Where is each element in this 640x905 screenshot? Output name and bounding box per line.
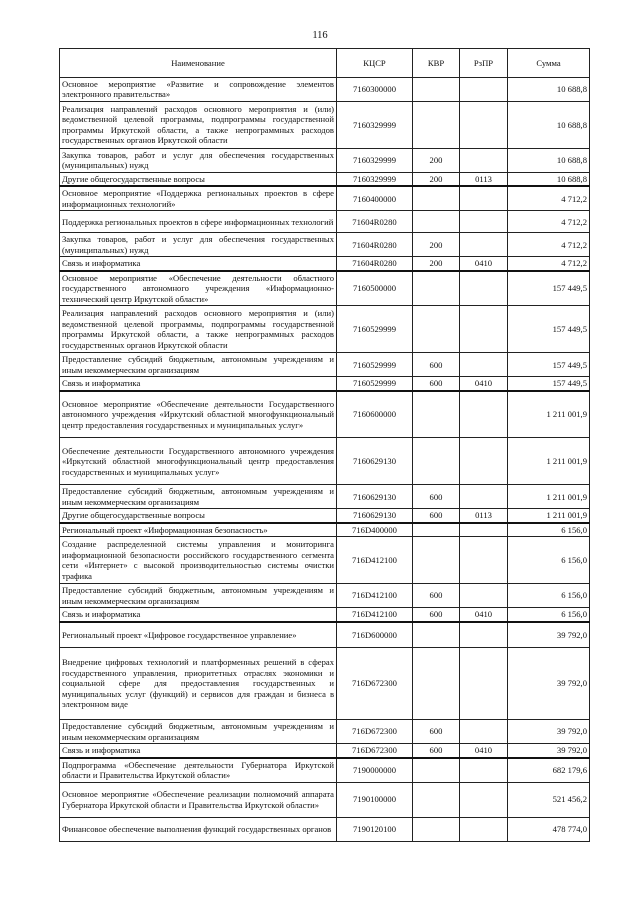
row-sum: 39 792,0 [508,720,590,744]
row-name: Закупка товаров, работ и услуг для обеспечения государственных (муниципальных) нужд [60,148,337,172]
row-rzpr [460,648,508,720]
row-kvr: 600 [413,584,460,608]
row-kvr [413,622,460,648]
row-kcsr: 716D672300 [337,744,413,758]
row-rzpr [460,622,508,648]
row-kvr: 600 [413,377,460,391]
row-sum: 6 156,0 [508,537,590,584]
table-row [60,172,590,186]
row-sum: 157 449,5 [508,353,590,377]
row-name: Закупка товаров, работ и услуг для обеспечения государственных (муниципальных) нужд [60,233,337,257]
row-kcsr: 716D412100 [337,608,413,622]
row-kvr [413,438,460,485]
row-rzpr [460,306,508,353]
table-row [60,148,590,172]
row-rzpr [460,537,508,584]
row-sum: 39 792,0 [508,648,590,720]
table-row [60,78,590,102]
row-rzpr [460,353,508,377]
table-row [60,485,590,509]
row-kvr [413,537,460,584]
row-sum: 4 712,2 [508,211,590,233]
table-row [60,509,590,523]
header-name: Наименование [60,49,337,78]
row-sum: 682 179,6 [508,758,590,782]
row-sum: 6 156,0 [508,523,590,537]
table-row [60,537,590,584]
row-kcsr: 716D672300 [337,648,413,720]
row-sum: 1 211 001,9 [508,438,590,485]
table-row [60,438,590,485]
table-row [60,353,590,377]
table-row [60,211,590,233]
row-kcsr: 7160329999 [337,101,413,148]
row-rzpr [460,720,508,744]
row-name: Основное мероприятие «Развитие и сопровождение элементов электронного правительства» [60,78,337,102]
row-kvr: 600 [413,744,460,758]
table-row [60,377,590,391]
row-rzpr [460,817,508,841]
row-kvr: 200 [413,172,460,186]
row-kvr [413,78,460,102]
row-name: Основное мероприятие «Обеспечение реализации полномочий аппарата Губернатора Иркутской области и Правительства Иркутской области» [60,782,337,817]
table-row [60,233,590,257]
row-name: Основное мероприятие «Обеспечение деятельности областного государственного автономного учреждения «Информационно-технический центр Иркутской области» [60,271,337,306]
row-kcsr: 716D400000 [337,523,413,537]
table-row [60,648,590,720]
row-rzpr: 0410 [460,744,508,758]
row-kvr [413,271,460,306]
row-rzpr [460,391,508,438]
row-kcsr: 71604R0280 [337,257,413,271]
row-name: Другие общегосударственные вопросы [60,172,337,186]
table-header-row [60,49,590,78]
row-name: Реализация направлений расходов основного мероприятия и (или) ведомственной целевой программы, подпрограммы государственной программы Иркутской области, а также непрограммных расходов государственных органов Иркутской области [60,101,337,148]
row-sum: 157 449,5 [508,306,590,353]
table-row [60,758,590,782]
row-kvr [413,186,460,210]
row-kcsr: 716D412100 [337,537,413,584]
row-rzpr: 0113 [460,172,508,186]
row-kvr [413,817,460,841]
row-rzpr [460,271,508,306]
row-name: Создание распределенной системы управления и мониторинга информационной безопасности российского государственного сегмента сети «Интернет» с высокой производительностью системы очистки трафика [60,537,337,584]
row-kvr [413,523,460,537]
row-kvr: 600 [413,720,460,744]
row-kvr: 200 [413,257,460,271]
row-name: Предоставление субсидий бюджетным, автономным учреждениям и иным некоммерческим организациям [60,485,337,509]
row-kcsr: 7160529999 [337,353,413,377]
row-sum: 1 211 001,9 [508,485,590,509]
row-sum: 157 449,5 [508,377,590,391]
row-kcsr: 7160529999 [337,306,413,353]
table-body [60,78,590,842]
table-row [60,523,590,537]
table-row [60,391,590,438]
table-row [60,720,590,744]
row-sum: 6 156,0 [508,584,590,608]
row-rzpr [460,485,508,509]
row-name: Подпрограмма «Обеспечение деятельности Губернатора Иркутской области и Правительства Иркутской области» [60,758,337,782]
table-row [60,306,590,353]
row-kvr: 600 [413,509,460,523]
row-kcsr: 71604R0280 [337,233,413,257]
row-name: Основное мероприятие «Обеспечение деятельности Государственного автономного учреждения «Иркутский областной многофункциональный центр предоставления государственных и муниципальных услуг» [60,391,337,438]
row-kcsr: 7160500000 [337,271,413,306]
row-name: Связь и информатика [60,608,337,622]
row-kcsr: 7160300000 [337,78,413,102]
row-sum: 4 712,2 [508,186,590,210]
row-rzpr [460,523,508,537]
row-name: Связь и информатика [60,744,337,758]
row-sum: 39 792,0 [508,622,590,648]
row-sum: 39 792,0 [508,744,590,758]
row-rzpr [460,211,508,233]
row-name: Предоставление субсидий бюджетным, автономным учреждениям и иным некоммерческим организациям [60,720,337,744]
row-rzpr [460,438,508,485]
row-name: Реализация направлений расходов основного мероприятия и (или) ведомственной целевой программы, подпрограммы государственной программы Иркутской области, а также непрограммных расходов государственных органов Иркутской области [60,306,337,353]
row-sum: 10 688,8 [508,148,590,172]
row-kvr [413,306,460,353]
row-rzpr [460,148,508,172]
table-row [60,744,590,758]
row-rzpr [460,584,508,608]
row-kvr [413,391,460,438]
row-sum: 157 449,5 [508,271,590,306]
table-row [60,622,590,648]
table-row [60,584,590,608]
row-rzpr [460,758,508,782]
row-name: Основное мероприятие «Поддержка региональных проектов в сфере информационных технологий» [60,186,337,210]
row-rzpr [460,101,508,148]
row-sum: 4 712,2 [508,257,590,271]
table-row [60,782,590,817]
row-kcsr: 7160629130 [337,438,413,485]
row-sum: 521 456,2 [508,782,590,817]
row-kcsr: 7160400000 [337,186,413,210]
row-kcsr: 7160529999 [337,377,413,391]
row-sum: 10 688,8 [508,172,590,186]
row-name: Другие общегосударственные вопросы [60,509,337,523]
row-kvr: 200 [413,148,460,172]
row-rzpr [460,233,508,257]
row-kvr: 600 [413,353,460,377]
row-kvr: 600 [413,608,460,622]
row-kcsr: 7160600000 [337,391,413,438]
row-kcsr: 7160629130 [337,509,413,523]
row-sum: 6 156,0 [508,608,590,622]
row-rzpr [460,78,508,102]
row-rzpr [460,782,508,817]
row-kcsr: 7160629130 [337,485,413,509]
row-name: Внедрение цифровых технологий и платформенных решений в сферах государственного управления, приоритетных отраслях экономики и социальной сфере для предоставления государственных и муниципальных услуг (функций) и сервисов для граждан и бизнеса в электронном виде [60,648,337,720]
table-row [60,817,590,841]
row-name: Поддержка региональных проектов в сфере информационных технологий [60,211,337,233]
row-name: Предоставление субсидий бюджетным, автономным учреждениям и иным некоммерческим организациям [60,353,337,377]
row-kcsr: 716D412100 [337,584,413,608]
header-kcsr: КЦСР [337,49,413,78]
table-row [60,186,590,210]
header-kvr: КВР [413,49,460,78]
row-kcsr: 7190100000 [337,782,413,817]
row-sum: 478 774,0 [508,817,590,841]
row-rzpr [460,186,508,210]
row-sum: 1 211 001,9 [508,391,590,438]
row-sum: 4 712,2 [508,233,590,257]
row-kcsr: 7160329999 [337,148,413,172]
row-name: Связь и информатика [60,377,337,391]
row-name: Связь и информатика [60,257,337,271]
row-sum: 10 688,8 [508,101,590,148]
header-sum: Сумма [508,49,590,78]
row-kvr [413,648,460,720]
row-sum: 10 688,8 [508,78,590,102]
page-number: 116 [312,30,328,41]
row-kvr [413,782,460,817]
table-row [60,271,590,306]
row-kcsr: 716D672300 [337,720,413,744]
header-rzpr: РзПР [460,49,508,78]
row-kcsr: 716D600000 [337,622,413,648]
table-row [60,101,590,148]
row-rzpr: 0410 [460,608,508,622]
row-rzpr: 0410 [460,377,508,391]
row-name: Предоставление субсидий бюджетным, автономным учреждениям и иным некоммерческим организациям [60,584,337,608]
row-kvr [413,758,460,782]
row-rzpr: 0113 [460,509,508,523]
row-name: Обеспечение деятельности Государственного автономного учреждения «Иркутский областной многофункциональный центр предоставления государственных и муниципальных услуг» [60,438,337,485]
row-kvr: 600 [413,485,460,509]
row-name: Финансовое обеспечение выполнения функций государственных органов [60,817,337,841]
table-row [60,608,590,622]
row-kcsr: 71604R0280 [337,211,413,233]
row-kvr [413,211,460,233]
table-row [60,257,590,271]
row-kcsr: 7190120100 [337,817,413,841]
row-name: Региональный проект «Информационная безопасность» [60,523,337,537]
row-kcsr: 7190000000 [337,758,413,782]
row-kvr [413,101,460,148]
row-name: Региональный проект «Цифровое государственное управление» [60,622,337,648]
row-kvr: 200 [413,233,460,257]
row-sum: 1 211 001,9 [508,509,590,523]
row-rzpr: 0410 [460,257,508,271]
budget-table [59,48,590,842]
row-kcsr: 7160329999 [337,172,413,186]
